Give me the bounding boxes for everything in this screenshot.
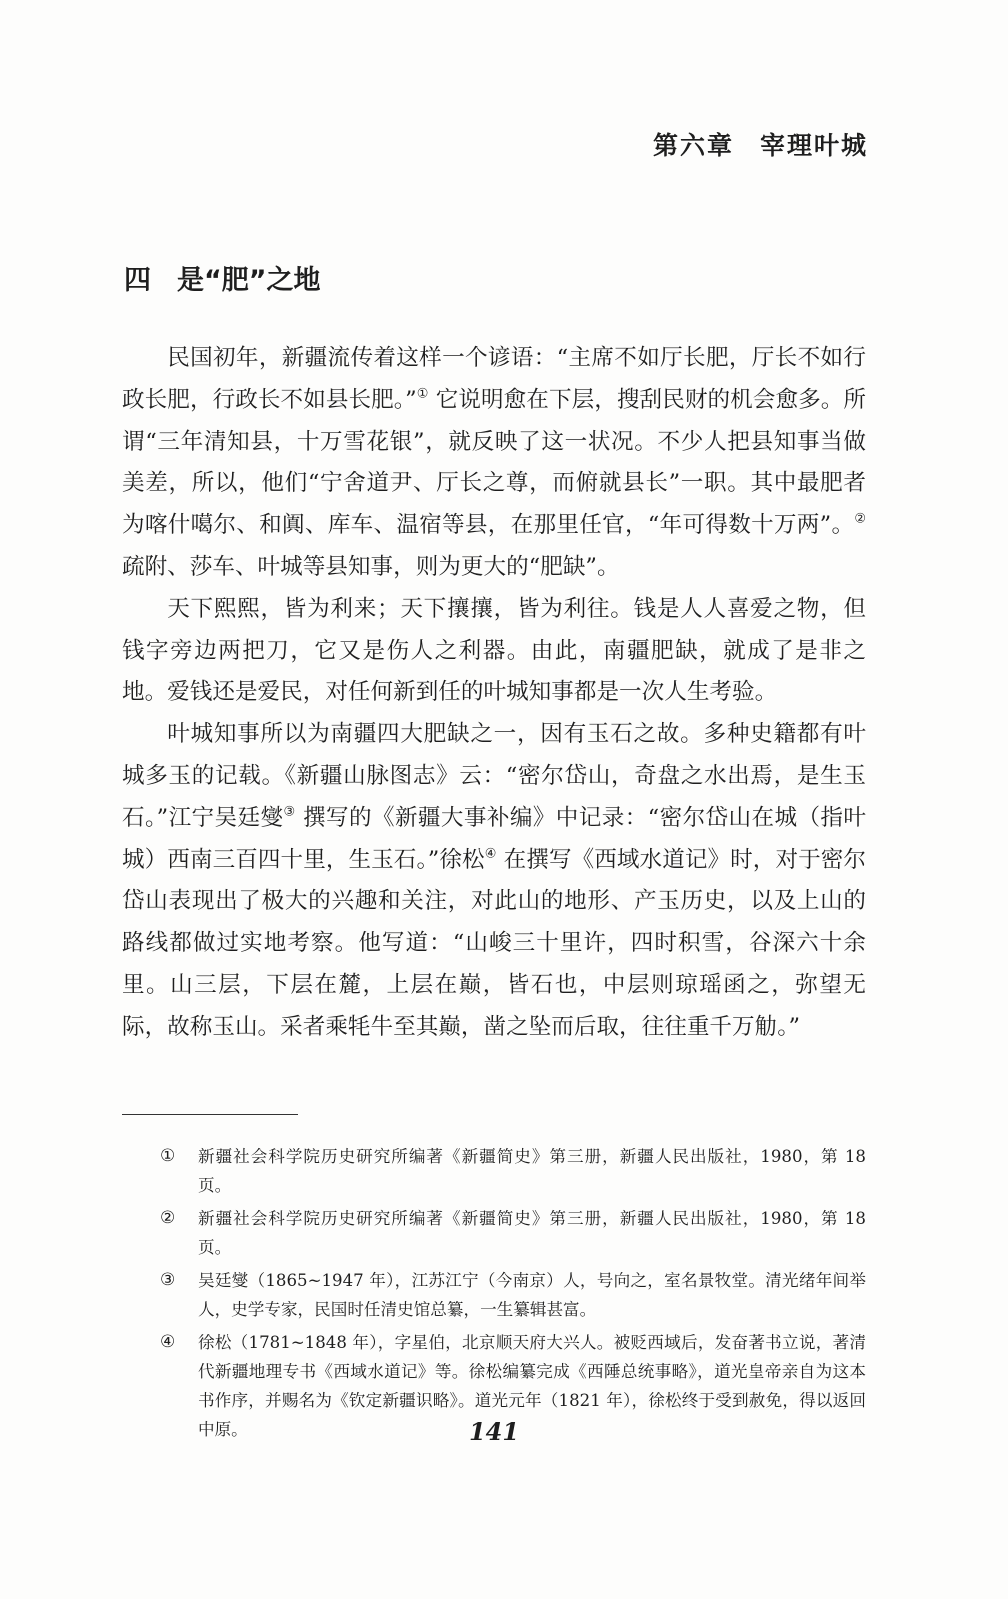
footnote-ref-3: ③ xyxy=(283,804,296,820)
page-number: 141 xyxy=(468,1417,520,1446)
body-text xyxy=(122,338,866,1049)
paragraph-text: 它说明愈在下层，搜刮民财的机会愈多。所谓“三年清知县，十万雪花银”，就反映了这一状况。不少人把县知事当做美差，所以，他们“宁舍道尹、厅长之尊，而俯就县长”一职。其中最肥者为喀什噶尔、和阗、库车、温宿等县，在那里任官，“年可得数十万两”。 xyxy=(122,386,866,539)
paragraph-text: 在撰写《西域水道记》时，对于密尔岱山表现出了极大的兴趣和关注，对此山的地形、产玉历史，以及上山的路线都做过实地考察。他写道：“山峻三十里许，四时积雪，谷深六十余里。山三层，下层在麓，上层在巅，皆石也，中层则琼瑶函之，弥望无际，故称玉山。采者乘牦牛至其巅，凿之坠而后取，往往重千万觔。” xyxy=(122,846,866,1040)
section-number: 四 xyxy=(124,265,151,296)
paragraph-text: 民国初年，新疆流传着这样一个谚语：“主席不如厅长肥，厅长不如行政长肥，行政长不如县长肥。” xyxy=(122,345,866,413)
footnote-text: 新疆社会科学院历史研究所编著《新疆简史》第三册，新疆人民出版社，1980，第 18 页。 xyxy=(198,1147,866,1195)
footnote-mark: ① xyxy=(160,1146,176,1166)
footnote-text: 新疆社会科学院历史研究所编著《新疆简史》第三册，新疆人民出版社，1980，第 18 页。 xyxy=(198,1209,866,1257)
footnote-mark: ② xyxy=(160,1208,176,1228)
footnote-divider xyxy=(122,1114,298,1115)
chapter-number: 第六章 xyxy=(652,131,734,160)
running-header xyxy=(653,126,868,162)
chapter-title: 宰理叶城 xyxy=(759,131,868,160)
paragraph-text: 撰写的《新疆大事补编》中记录：“密尔岱山在城（指叶城）西南三百四十里，生玉石。”徐松 xyxy=(122,804,866,873)
section-heading xyxy=(124,258,321,297)
footnote-ref-4: ④ xyxy=(484,845,497,861)
footnote-mark: ④ xyxy=(160,1332,176,1352)
footnote-mark: ③ xyxy=(160,1270,176,1290)
footnote-ref-1: ① xyxy=(416,386,429,402)
paragraph-2: 天下熙熙，皆为利来；天下攘攘，皆为利往。钱是人人喜爱之物，但钱字旁边两把刀，它又是伤人之利器。由此，南疆肥缺，就成了是非之地。爱钱还是爱民，对任何新到任的叶城知事都是一次人生考验。 xyxy=(122,595,866,706)
section-title: 是“肥”之地 xyxy=(177,265,321,296)
paragraph-3 xyxy=(122,714,866,1048)
footnote-text: 徐松（1781~1848 年），字星伯，北京顺天府大兴人。被贬西域后，发奋著书立说，著清代新疆地理专书《西域水道记》等。徐松编纂完成《西陲总统事略》，道光皇帝亲自为这本书作序，并赐名为《钦定新疆识略》。道光元年（1821 年），徐松终于受到赦免，得以返回中原。 xyxy=(198,1333,866,1439)
paragraph-text: 疏附、莎车、叶城等县知事，则为更大的“肥缺”。 xyxy=(122,553,620,580)
paragraph-text: 叶城知事所以为南疆四大肥缺之一，因有玉石之故。多种史籍都有叶城多玉的记载。《新疆山脉图志》云：“密尔岱山，奇盘之水出焉，是生玉石。”江宁吴廷燮 xyxy=(122,721,866,831)
footnote-3 xyxy=(160,1266,866,1324)
footnote-1 xyxy=(160,1142,866,1200)
footnote-ref-2: ② xyxy=(854,511,866,527)
paragraph-1 xyxy=(122,338,866,589)
footnote-2 xyxy=(160,1204,866,1262)
footnote-text: 吴廷燮（1865~1947 年），江苏江宁（今南京）人，号向之，室名景牧堂。清光绪年间举人，史学专家，民国时任清史馆总纂，一生纂辑甚富。 xyxy=(198,1271,866,1319)
footnotes xyxy=(160,1142,866,1448)
